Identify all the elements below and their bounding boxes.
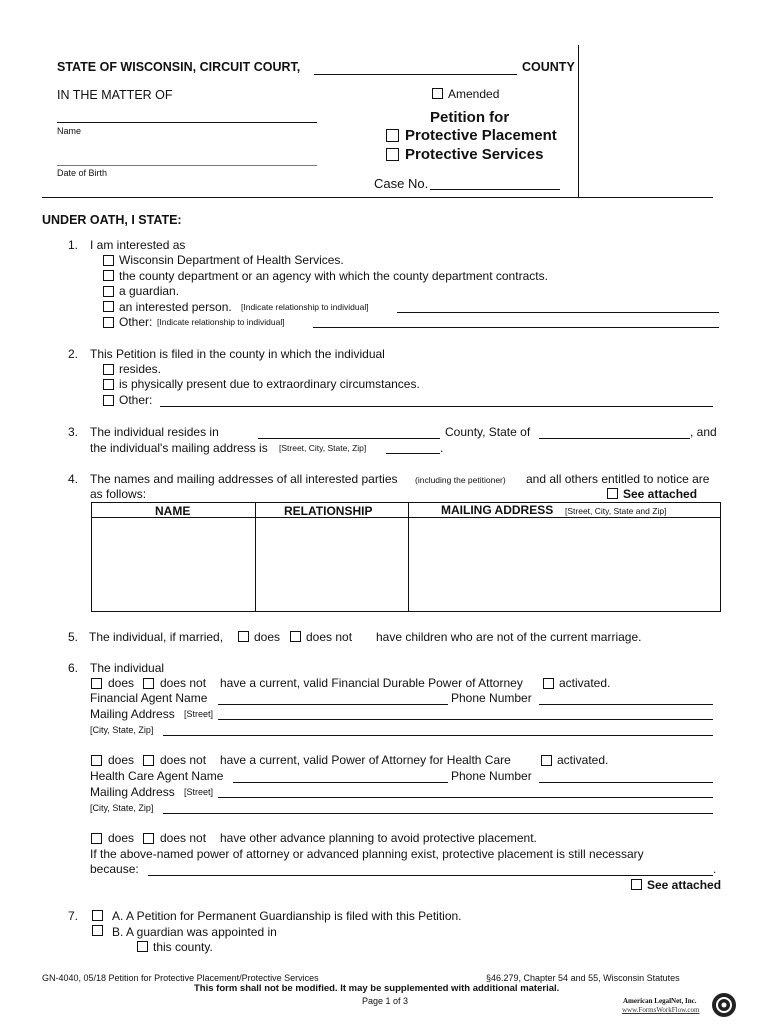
s5-does-not-checkbox[interactable] — [290, 631, 301, 642]
s4-see-attached-checkbox[interactable] — [607, 488, 618, 499]
notice: This form shall not be modified. It may be supplemented with additional material. — [194, 983, 560, 994]
s6-hc-does-label: does — [108, 753, 135, 767]
case-no-label: Case No. — [374, 176, 429, 191]
statutes: §46.279, Chapter 54 and 55, Wisconsin Statutes — [486, 973, 680, 983]
col-relationship-header: RELATIONSHIP — [284, 504, 373, 518]
col-address-header: MAILING ADDRESS — [441, 503, 554, 517]
s6-hc-street-hint: [Street] — [184, 787, 214, 797]
form-id: GN-4040, 05/18 Petition for Protective Placement/Protective Services — [42, 973, 319, 983]
matter-label: IN THE MATTER OF — [57, 88, 173, 102]
s6-see-attached-checkbox[interactable] — [631, 879, 642, 890]
dob-label: Date of Birth — [57, 168, 108, 178]
s1-other-checkbox[interactable] — [103, 317, 114, 328]
s6-hc-agent-field[interactable] — [233, 782, 448, 783]
s6-hc-activated-checkbox[interactable] — [541, 755, 552, 766]
s6-hc-does-not-label: does not — [160, 753, 207, 767]
parties-table — [91, 502, 721, 612]
brand-logo-icon — [712, 993, 736, 1017]
protective-placement-checkbox[interactable] — [386, 129, 399, 142]
s4-text3: as follows: — [90, 487, 147, 501]
s6-hc-city-field[interactable] — [163, 813, 713, 814]
s6-hc-street-field[interactable] — [218, 797, 713, 798]
header-rule — [42, 197, 713, 198]
s6-if-text: If the above-named power of attorney or advanced planning exist, protective placement is still necessary — [90, 847, 644, 861]
s4-text2: and all others entitled to notice are — [526, 472, 710, 486]
s2-other-field[interactable] — [160, 406, 713, 407]
s5-number: 5. — [68, 630, 79, 644]
s6-adv-does-not-checkbox[interactable] — [143, 833, 154, 844]
s1-dhs-label: Wisconsin Department of Health Services. — [119, 253, 344, 267]
s6-hc-mailing-label: Mailing Address — [90, 785, 175, 799]
amended-label: Amended — [448, 87, 500, 101]
s1-guardian-checkbox[interactable] — [103, 286, 114, 297]
s6-adv-does-label: does — [108, 831, 135, 845]
s6-adv-does-not-label: does not — [160, 831, 207, 845]
table-col-divider — [255, 503, 256, 611]
s6-fin-does-label: does — [108, 676, 135, 690]
s1-county-dept-label: the county department or an agency with which the county department contracts. — [119, 269, 548, 283]
s6-hc-activated-label: activated. — [557, 753, 609, 767]
amended-checkbox[interactable] — [432, 88, 443, 99]
col-name-header: NAME — [155, 504, 191, 518]
page-number: Page 1 of 3 — [362, 996, 409, 1006]
s6-fin-mailing-label: Mailing Address — [90, 707, 175, 721]
s7-this-county-checkbox[interactable] — [137, 941, 148, 952]
s6-fin-does-not-label: does not — [160, 676, 207, 690]
county-label: COUNTY — [522, 60, 575, 74]
s6-hc-phone-label: Phone Number — [451, 769, 532, 783]
s1-intro: I am interested as — [90, 238, 186, 252]
s2-resides-label: resides. — [119, 362, 162, 376]
s2-other-label: Other: — [119, 393, 153, 407]
s6-fin-street-hint: [Street] — [184, 709, 214, 719]
s6-hc-city-hint: [City, State, Zip] — [90, 803, 154, 813]
s5-text1: The individual, if married, — [89, 630, 224, 644]
s3-text2: the individual's mailing address is — [90, 441, 268, 455]
s1-guardian-label: a guardian. — [119, 284, 180, 298]
county-name-field[interactable] — [314, 74, 517, 75]
s5-does-not-label: does not — [306, 630, 353, 644]
name-label: Name — [57, 126, 82, 136]
s6-fin-city-hint: [City, State, Zip] — [90, 725, 154, 735]
s6-because-label: because: — [90, 862, 139, 876]
s7-this-county-label: this county. — [153, 940, 213, 954]
s2-intro: This Petition is filed in the county in which the individual — [90, 347, 385, 361]
s7-number: 7. — [68, 909, 79, 923]
s1-interested-checkbox[interactable] — [103, 301, 114, 312]
s3-and: , and — [690, 425, 717, 439]
col-address-hint: [Street, City, State and Zip] — [565, 506, 667, 516]
s5-does-label: does — [254, 630, 281, 644]
s6-adv-text: have other advance planning to avoid protective placement. — [220, 831, 537, 845]
s2-present-checkbox[interactable] — [103, 379, 114, 390]
table-col-divider — [408, 503, 409, 611]
s5-text2: have children who are not of the current marriage. — [376, 630, 642, 644]
s6-fin-activated-checkbox[interactable] — [543, 678, 554, 689]
s6-fin-does-not-checkbox[interactable] — [143, 678, 154, 689]
s3-number: 3. — [68, 425, 79, 439]
s4-text1: The names and mailing addresses of all interested parties — [90, 472, 398, 486]
s1-interested-field[interactable] — [397, 312, 719, 313]
s2-resides-checkbox[interactable] — [103, 364, 114, 375]
s6-fin-agent-field[interactable] — [218, 704, 448, 705]
s7-a-checkbox[interactable] — [92, 910, 103, 921]
oath-heading: UNDER OATH, I STATE: — [42, 213, 182, 227]
s1-other-hint: [Indicate relationship to individual] — [157, 317, 285, 327]
s6-fin-street-field[interactable] — [218, 719, 713, 720]
s6-fin-agent-label: Financial Agent Name — [90, 691, 208, 705]
s3-address-field[interactable] — [386, 453, 440, 454]
s2-other-checkbox[interactable] — [103, 395, 114, 406]
s3-end: . — [440, 441, 444, 455]
name-field[interactable] — [57, 122, 317, 123]
s6-adv-does-checkbox[interactable] — [91, 833, 102, 844]
s3-text1: The individual resides in — [90, 425, 219, 439]
petition-title: Petition for — [430, 109, 510, 126]
s6-fin-activated-label: activated. — [559, 676, 611, 690]
brand-name: American LegalNet, Inc. — [623, 997, 697, 1005]
s6-fin-phone-field[interactable] — [539, 704, 713, 705]
s4-number: 4. — [68, 472, 79, 486]
protective-services-checkbox[interactable] — [386, 148, 399, 161]
s1-interested-hint: [Indicate relationship to individual] — [241, 302, 369, 312]
s6-see-attached-label: See attached — [647, 878, 722, 892]
s6-hc-phone-field[interactable] — [539, 782, 713, 783]
s7-a-text: A. A Petition for Permanent Guardianship is filed with this Petition. — [112, 909, 462, 923]
s6-fin-poa-text: have a current, valid Financial Durable Power of Attorney — [220, 676, 523, 690]
s1-dhs-checkbox[interactable] — [103, 255, 114, 266]
s3-county-field[interactable] — [258, 438, 440, 439]
s6-fin-city-field[interactable] — [163, 735, 713, 736]
s4-see-attached-label: See attached — [623, 487, 698, 501]
s6-hc-does-checkbox[interactable] — [91, 755, 102, 766]
s7-b-checkbox[interactable] — [92, 925, 103, 936]
court-prefix: STATE OF WISCONSIN, CIRCUIT COURT, — [57, 60, 301, 74]
s2-present-label: is physically present due to extraordinary circumstances. — [119, 377, 420, 391]
s1-other-label: Other: — [119, 315, 153, 329]
protective-placement-label: Protective Placement — [405, 127, 557, 144]
s3-address-hint: [Street, City, State, Zip] — [279, 443, 367, 453]
brand-url[interactable]: www.FormsWorkFlow.com — [622, 1006, 700, 1014]
s6-hc-poa-text: have a current, valid Power of Attorney for Health Care — [220, 753, 511, 767]
s6-hc-does-not-checkbox[interactable] — [143, 755, 154, 766]
s1-interested-label: an interested person. — [119, 300, 232, 314]
s6-fin-phone-label: Phone Number — [451, 691, 532, 705]
s7-b-text: B. A guardian was appointed in — [112, 925, 277, 939]
s4-hint: (including the petitioner) — [415, 475, 506, 485]
protective-services-label: Protective Services — [405, 146, 544, 163]
s5-does-checkbox[interactable] — [238, 631, 249, 642]
s6-hc-agent-label: Health Care Agent Name — [90, 769, 224, 783]
s1-county-dept-checkbox[interactable] — [103, 270, 114, 281]
header-divider — [578, 45, 579, 197]
s6-intro: The individual — [90, 661, 165, 675]
s6-number: 6. — [68, 661, 79, 675]
dob-field[interactable] — [57, 165, 317, 166]
s6-fin-does-checkbox[interactable] — [91, 678, 102, 689]
s1-number: 1. — [68, 238, 79, 252]
s6-because-field[interactable] — [148, 875, 713, 876]
case-no-field[interactable] — [430, 189, 560, 190]
s3-county-label: County, State of — [445, 425, 531, 439]
s6-because-period: . — [713, 862, 717, 876]
s2-number: 2. — [68, 347, 79, 361]
s3-state-field[interactable] — [539, 438, 690, 439]
s1-other-field[interactable] — [313, 327, 719, 328]
